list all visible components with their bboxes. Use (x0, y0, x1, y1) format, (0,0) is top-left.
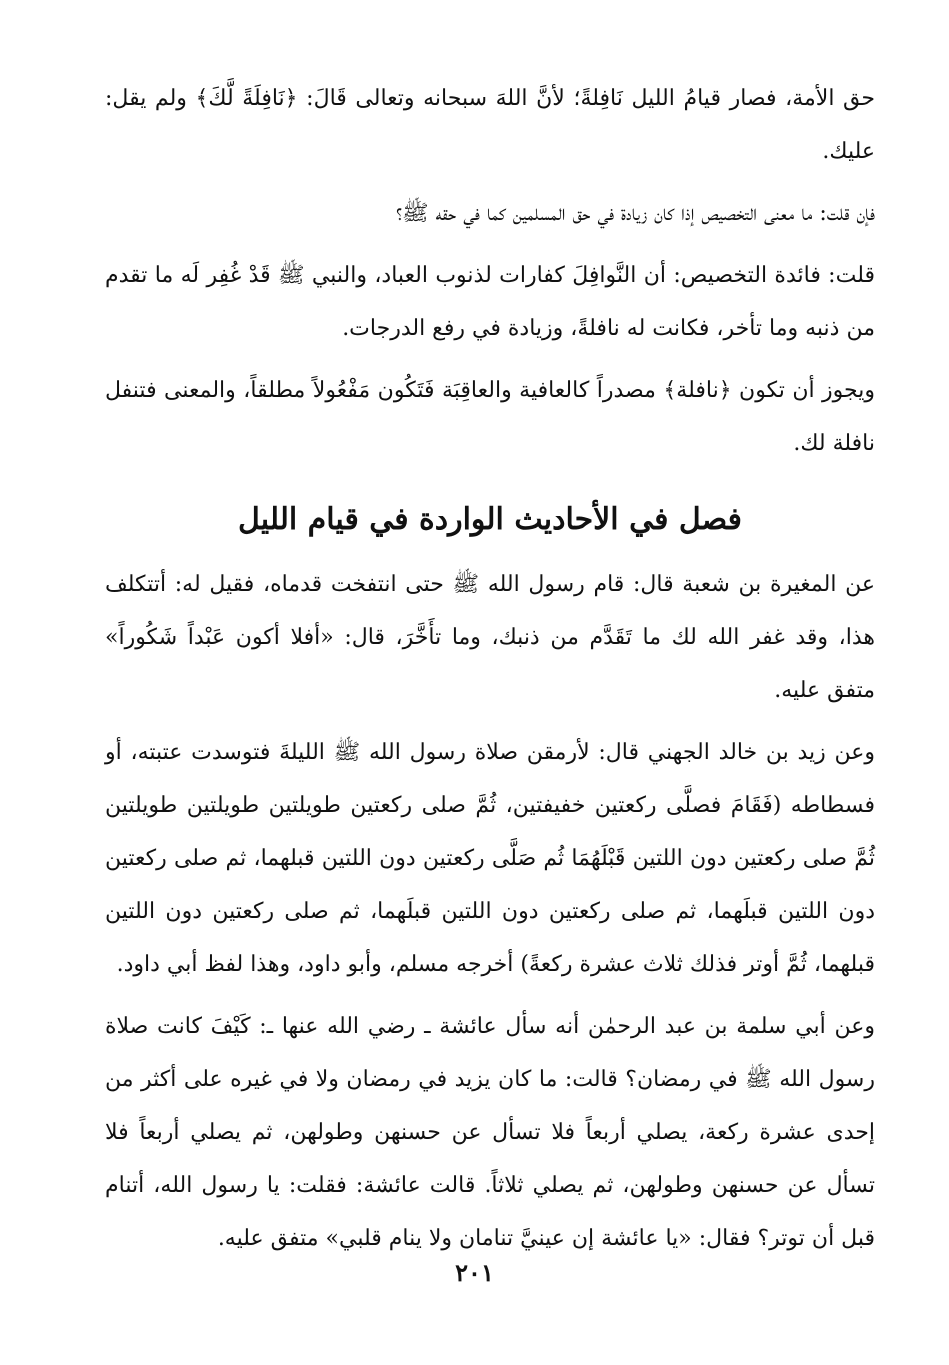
paragraph-question-specification: فإن قلت: ما معنى التخصيص إذا كان زيادة في حق المسلمين كما في حقه ﷺ؟ (395, 201, 875, 226)
hadith-aisha-ramadan: وعن أبي سلمة بن عبد الرحمٰن أنه سأل عائشة ـ رضي الله عنها ـ: كَيْفَ كانت صلاة رسول الله ﷺ في رمضان؟ قالت: ما كان يزيد في رمضان ولا في غيره على أكثر من إحدى عشرة ركعة، يصلي أربعاً فلا تسأل عن حسنهن وطولهن، ثم يصلي أربعاً فلا تسأل عن حسنهن وطولهن، ثم يصلي ثلاثاً. قالت عائشة: فقلت: يا رسول الله، أتنام قبل أن توتر؟ فقال: «يا عائشة إن عينيَّ تنامان ولا ينام قلبي» متفق عليه. (105, 1014, 875, 1251)
section-heading: فصل في الأحاديث الواردة في قيام الليل (238, 502, 742, 537)
page-number: ٢٠١ (455, 1258, 494, 1287)
paragraph-answer-specification: قلت: فائدة التخصيص: أن النَّوافِلَ كفارات لذنوب العباد، والنبي ﷺ قَدْ غُفِر لَه ما تقدم من ذنبه وما تأخر، فكانت له نافلةً، وزيادة في رفع الدرجات. (105, 263, 875, 341)
hadith-zaid-juhani: وعن زيد بن خالد الجهني قال: لأرمقن صلاة رسول الله ﷺ الليلةَ فتوسدت عتبته، أو فسطاطه (فَقَامَ فصلَّى ركعتين خفيفتين، ثُمَّ صلى ركعتين طويلتين طويلتين طويلتين ثُمَّ صلى ركعتين دون اللتين قَبْلَهُمَا ثُم صَلَّى ركعتين دون اللتين قبلهما، ثم صلى ركعتين دون اللتين قبلَهما، ثم صلى ركعتين دون اللتين قبلَهما، ثم صلى ركعتين دون اللتين قبلهما، ثُمَّ أوتر فذلك ثلاث عشرة ركعةً) أخرجه مسلم، وأبو داود، وهذا لفظ أبي داود. (105, 740, 875, 977)
book-page-text (105, 72, 875, 1265)
hadith-mughira: عن المغيرة بن شعبة قال: قام رسول الله ﷺ حتى انتفخت قدماه، فقيل له: أتتكلف هذا، وقد غفر الله لك ما تَقَدَّم من ذنبك، وما تأَخَّرَ، قال: «أفلا أكون عَبْداً شَكُوراً» متفق عليه. (105, 572, 875, 703)
paragraph-nafila-commentary: حق الأمة، فصار قيامُ الليل نَافِلةً؛ لأنَّ اللهَ سبحانه وتعالى قَالَ: ﴿نَافِلَةً لَّكَ﴾ ولم يقل: عليك. (105, 86, 875, 164)
paragraph-nafila-grammar: ويجوز أن تكون ﴿نافلة﴾ مصدراً كالعافية والعاقِبَة فَتَكُون مَفْعُولاً مطلقاً، والمعنى فتنفل نافلة لك. (105, 378, 875, 456)
